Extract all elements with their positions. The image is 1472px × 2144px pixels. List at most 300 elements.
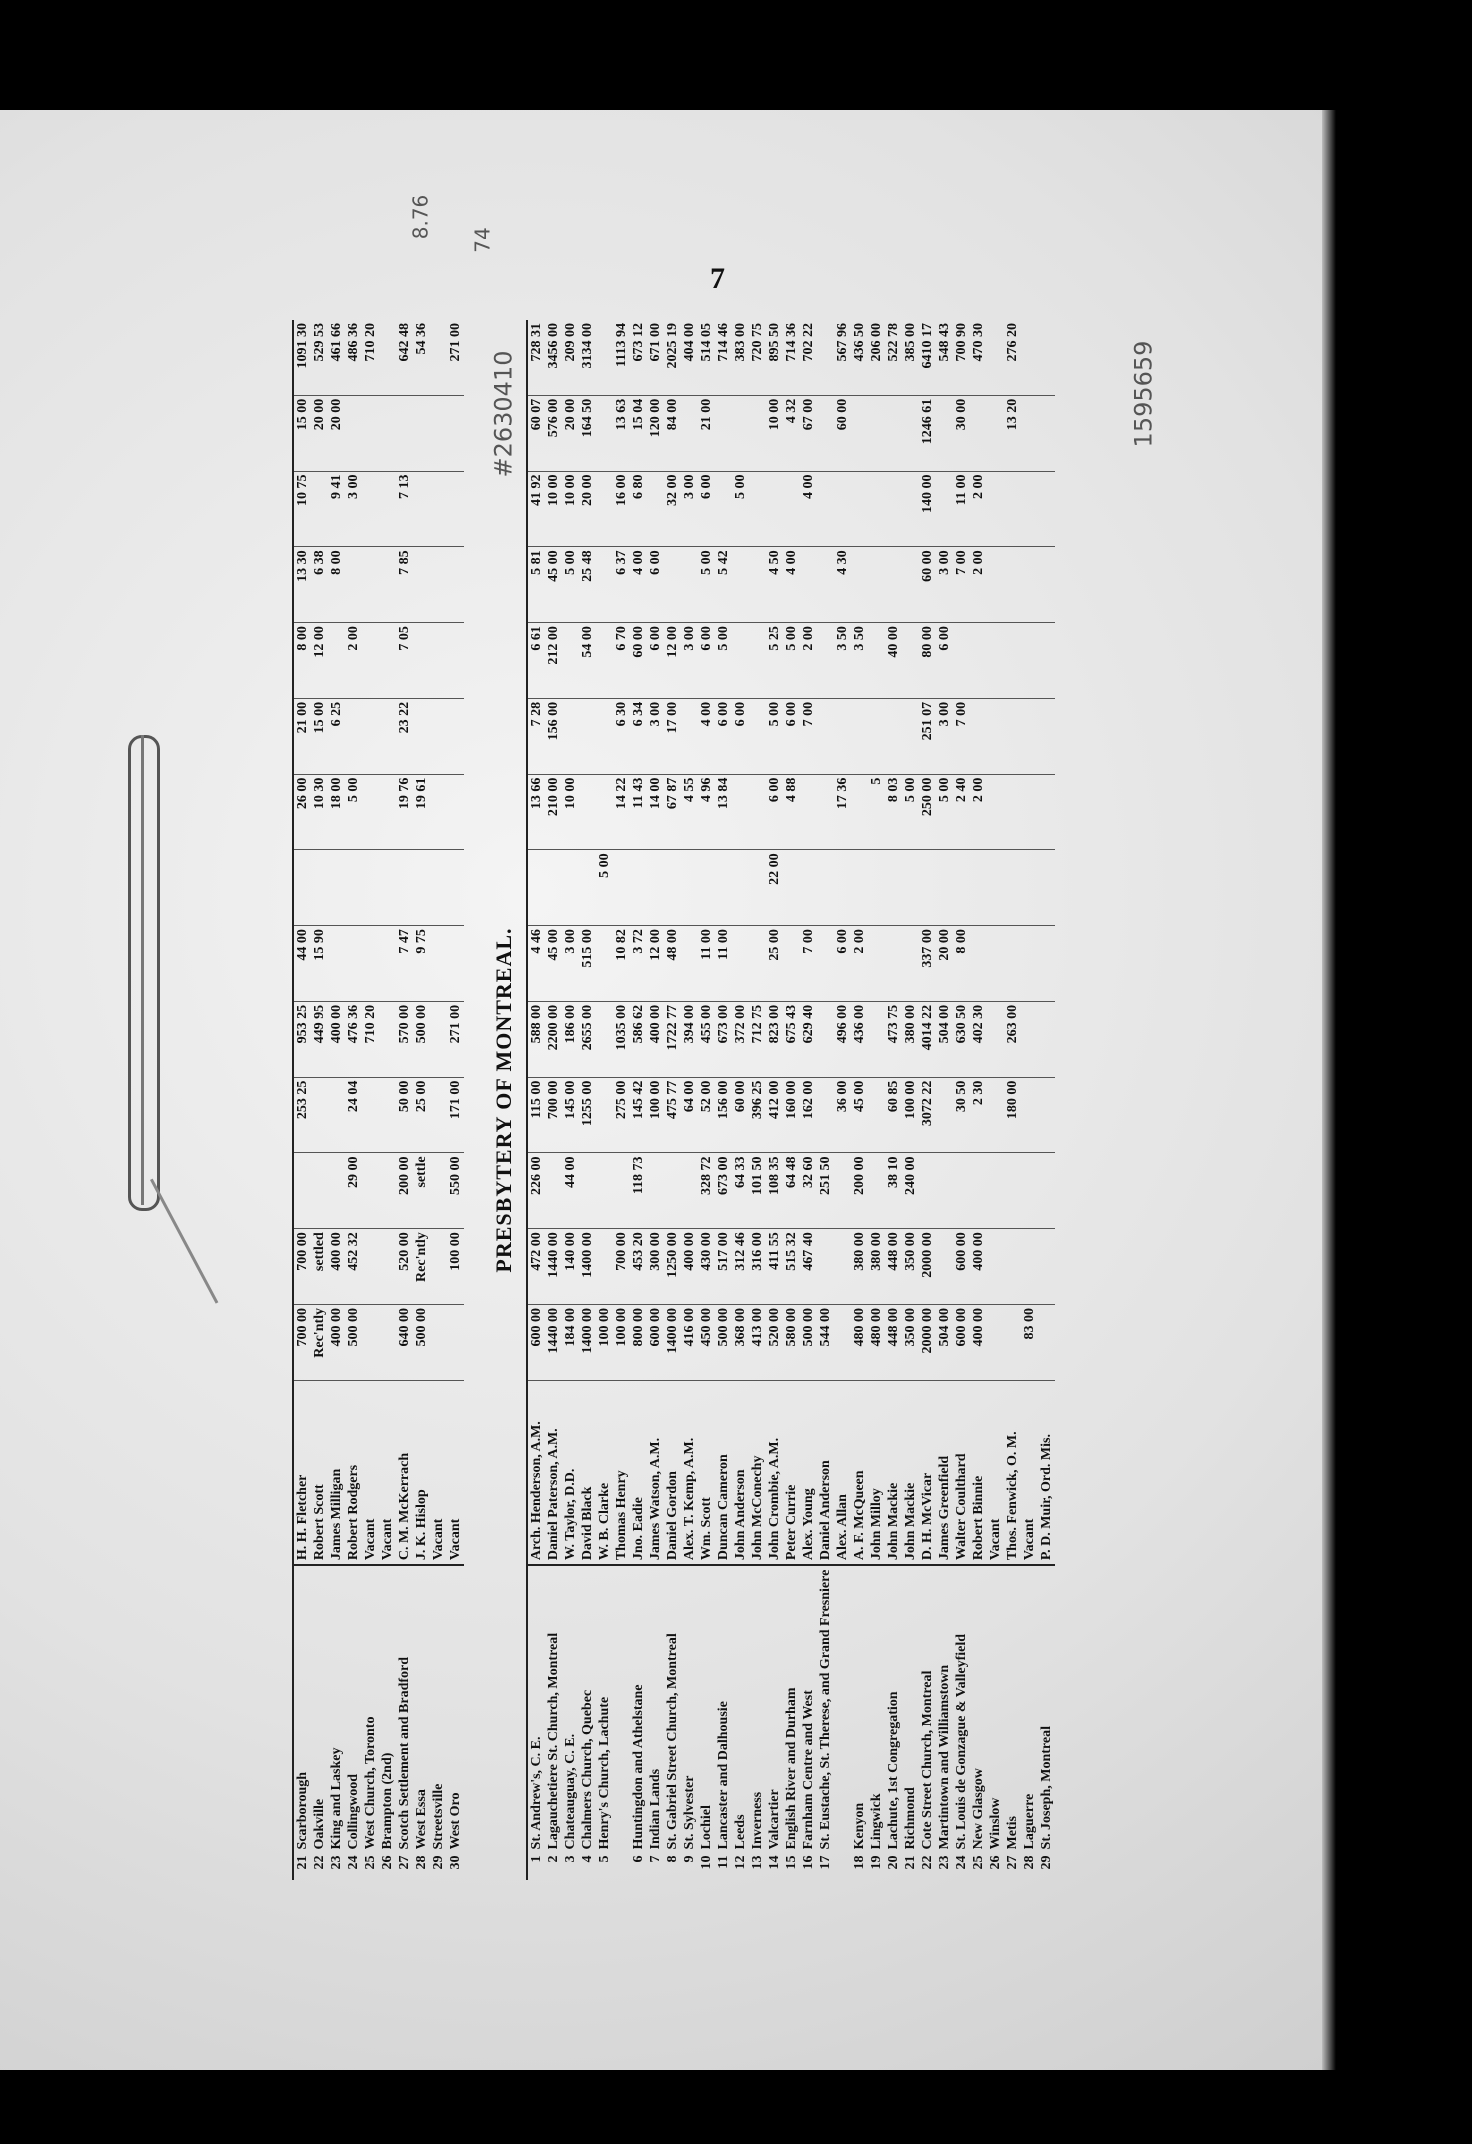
value-cell: 60 00 bbox=[919, 547, 936, 623]
value-cell: 9 75 bbox=[413, 926, 430, 1002]
value-cell: 394 00 bbox=[681, 1002, 698, 1078]
minister-name: H. H. Fletcher bbox=[294, 1381, 311, 1566]
value-cell bbox=[362, 1078, 379, 1154]
congregation-name: Scotch Settlement and Bradford bbox=[397, 1656, 412, 1850]
table-row bbox=[851, 320, 868, 1880]
minister-name: C. M. McKerrach bbox=[396, 1381, 413, 1566]
value-cell: 400 00 bbox=[328, 1305, 345, 1381]
value-cell: 300 00 bbox=[647, 1229, 664, 1305]
value-cell bbox=[851, 775, 868, 851]
value-cell bbox=[345, 547, 362, 623]
table-row bbox=[868, 320, 885, 1880]
row-number: 29 bbox=[1039, 1855, 1054, 1870]
value-cell bbox=[919, 850, 936, 926]
table-row bbox=[413, 320, 430, 1880]
value-cell bbox=[970, 396, 987, 472]
value-cell: 15 00 bbox=[311, 699, 328, 775]
value-cell bbox=[817, 1229, 834, 1305]
value-cell: 476 36 bbox=[345, 1002, 362, 1078]
row-number bbox=[834, 1849, 851, 1880]
value-cell: 60 07 bbox=[528, 396, 545, 472]
value-cell bbox=[749, 850, 766, 926]
value-cell: 500 00 bbox=[413, 1305, 430, 1381]
upper-section bbox=[292, 320, 464, 1880]
table-row bbox=[732, 320, 749, 1880]
value-cell: 253 25 bbox=[294, 1078, 311, 1154]
value-cell: 45 00 bbox=[545, 926, 562, 1002]
value-cell bbox=[902, 396, 919, 472]
value-cell bbox=[732, 775, 749, 851]
value-cell bbox=[430, 1002, 447, 1078]
value-cell: 452 32 bbox=[345, 1229, 362, 1305]
value-cell: 500 00 bbox=[345, 1305, 362, 1381]
value-cell: 6 00 bbox=[698, 623, 715, 699]
value-cell: 240 00 bbox=[902, 1153, 919, 1229]
value-cell: 41 92 bbox=[528, 472, 545, 548]
value-cell: 209 00 bbox=[562, 320, 579, 396]
value-cell: 24 04 bbox=[345, 1078, 362, 1154]
value-cell bbox=[987, 850, 1004, 926]
value-cell bbox=[1038, 775, 1055, 851]
table-row bbox=[311, 320, 328, 1880]
value-cell: 48 00 bbox=[664, 926, 681, 1002]
value-cell: 600 00 bbox=[528, 1305, 545, 1381]
row-number: 20 bbox=[886, 1855, 901, 1870]
value-cell: 1035 00 bbox=[613, 1002, 630, 1078]
value-cell: 396 25 bbox=[749, 1078, 766, 1154]
row-number: 30 bbox=[448, 1855, 463, 1870]
value-cell: 44 00 bbox=[294, 926, 311, 1002]
value-cell: 700 00 bbox=[613, 1229, 630, 1305]
value-cell bbox=[817, 623, 834, 699]
value-cell: 186 00 bbox=[562, 1002, 579, 1078]
minister-name: Vacant bbox=[1021, 1381, 1038, 1566]
value-cell: 710 20 bbox=[362, 320, 379, 396]
value-cell: 570 00 bbox=[396, 1002, 413, 1078]
value-cell: 22 00 bbox=[766, 850, 783, 926]
value-cell: 1113 94 bbox=[613, 320, 630, 396]
value-cell bbox=[647, 1153, 664, 1229]
value-cell: 25 00 bbox=[413, 1078, 430, 1154]
value-cell bbox=[987, 1305, 1004, 1381]
value-cell: 517 00 bbox=[715, 1229, 732, 1305]
value-cell bbox=[379, 1305, 396, 1381]
value-cell bbox=[328, 850, 345, 926]
value-cell: 675 43 bbox=[783, 1002, 800, 1078]
value-cell: 600 00 bbox=[953, 1229, 970, 1305]
value-cell: 10 75 bbox=[294, 472, 311, 548]
value-cell bbox=[681, 547, 698, 623]
row-number: 28 bbox=[414, 1855, 429, 1870]
value-cell: 529 53 bbox=[311, 320, 328, 396]
value-cell bbox=[430, 775, 447, 851]
congregation-name: Scarborough bbox=[295, 1771, 310, 1850]
value-cell bbox=[430, 926, 447, 1002]
value-cell bbox=[447, 1305, 464, 1381]
value-cell bbox=[379, 320, 396, 396]
value-cell bbox=[817, 472, 834, 548]
value-cell bbox=[379, 1002, 396, 1078]
congregation-name: Lachute, 1st Congregation bbox=[886, 1691, 901, 1850]
value-cell: 600 00 bbox=[953, 1305, 970, 1381]
value-cell bbox=[715, 472, 732, 548]
value-cell bbox=[749, 472, 766, 548]
value-cell bbox=[902, 926, 919, 1002]
value-cell: 700 90 bbox=[953, 320, 970, 396]
value-cell bbox=[647, 472, 664, 548]
value-cell bbox=[596, 472, 613, 548]
value-cell: 10 30 bbox=[311, 775, 328, 851]
statistics-table-frame bbox=[292, 320, 1302, 1880]
value-cell: 7 00 bbox=[800, 699, 817, 775]
value-cell: 700 00 bbox=[294, 1305, 311, 1381]
table-row bbox=[766, 320, 783, 1880]
value-cell: Rec'ntly bbox=[311, 1305, 328, 1381]
value-cell: 1440 00 bbox=[545, 1229, 562, 1305]
value-cell: 140 00 bbox=[562, 1229, 579, 1305]
value-cell: 6 80 bbox=[630, 472, 647, 548]
value-cell: 2 00 bbox=[345, 623, 362, 699]
value-cell bbox=[430, 1305, 447, 1381]
value-cell bbox=[783, 472, 800, 548]
value-cell: 6 00 bbox=[834, 926, 851, 1002]
value-cell: 480 00 bbox=[868, 1305, 885, 1381]
value-cell bbox=[664, 1153, 681, 1229]
value-cell: 23 22 bbox=[396, 699, 413, 775]
value-cell bbox=[715, 850, 732, 926]
value-cell bbox=[851, 396, 868, 472]
value-cell: 449 95 bbox=[311, 1002, 328, 1078]
value-cell bbox=[447, 547, 464, 623]
value-cell bbox=[987, 320, 1004, 396]
congregation-name: Richmond bbox=[903, 1787, 918, 1850]
value-cell: 271 00 bbox=[447, 1002, 464, 1078]
row-number: 6 bbox=[631, 1855, 646, 1863]
value-cell bbox=[362, 850, 379, 926]
value-cell bbox=[1021, 1078, 1038, 1154]
congregation-name: Brampton (2nd) bbox=[380, 1752, 395, 1850]
congregation-name: Chalmers Church, Quebec bbox=[580, 1689, 595, 1850]
value-cell: 275 00 bbox=[613, 1078, 630, 1154]
value-cell bbox=[749, 547, 766, 623]
value-cell bbox=[413, 850, 430, 926]
value-cell bbox=[834, 1229, 851, 1305]
value-cell: 4014 22 bbox=[919, 1002, 936, 1078]
row-number: 28 bbox=[1022, 1855, 1037, 1870]
handwritten-note: 74 bbox=[470, 227, 495, 253]
row-number: 7 bbox=[648, 1855, 663, 1863]
congregation-name: St. Joseph, Montreal bbox=[1039, 1726, 1054, 1850]
minister-name: Vacant bbox=[447, 1381, 464, 1566]
table-row bbox=[447, 320, 464, 1880]
value-cell: 380 00 bbox=[902, 1002, 919, 1078]
value-cell: 12 00 bbox=[311, 623, 328, 699]
value-cell bbox=[987, 699, 1004, 775]
value-cell: 3072 22 bbox=[919, 1078, 936, 1154]
value-cell: 200 00 bbox=[396, 1153, 413, 1229]
value-cell bbox=[362, 1305, 379, 1381]
table-row bbox=[715, 320, 732, 1880]
value-cell: 629 40 bbox=[800, 1002, 817, 1078]
value-cell bbox=[362, 623, 379, 699]
value-cell bbox=[430, 1078, 447, 1154]
value-cell bbox=[902, 547, 919, 623]
value-cell: 600 00 bbox=[647, 1305, 664, 1381]
value-cell bbox=[1004, 1153, 1021, 1229]
value-cell bbox=[987, 547, 1004, 623]
value-cell: 953 25 bbox=[294, 1002, 311, 1078]
value-cell bbox=[970, 699, 987, 775]
row-number: 13 bbox=[750, 1855, 765, 1870]
value-cell bbox=[413, 396, 430, 472]
value-cell: 522 78 bbox=[885, 320, 902, 396]
minister-name: Daniel Gordon bbox=[664, 1381, 681, 1566]
value-cell bbox=[885, 926, 902, 1002]
row-number: 27 bbox=[397, 1855, 412, 1870]
value-cell: 714 46 bbox=[715, 320, 732, 396]
minister-name: A. F. McQueen bbox=[851, 1381, 868, 1566]
value-cell bbox=[749, 775, 766, 851]
row-number: 1 bbox=[529, 1855, 544, 1863]
value-cell: 400 00 bbox=[681, 1229, 698, 1305]
value-cell bbox=[1004, 1305, 1021, 1381]
value-cell bbox=[715, 396, 732, 472]
row-number: 25 bbox=[971, 1855, 986, 1870]
value-cell bbox=[936, 472, 953, 548]
minister-name: Vacant bbox=[362, 1381, 379, 1566]
value-cell: 13 30 bbox=[294, 547, 311, 623]
value-cell bbox=[698, 850, 715, 926]
value-cell bbox=[851, 850, 868, 926]
value-cell bbox=[732, 850, 749, 926]
value-cell: 380 00 bbox=[851, 1229, 868, 1305]
value-cell bbox=[749, 623, 766, 699]
value-cell: 45 00 bbox=[545, 547, 562, 623]
value-cell bbox=[1038, 699, 1055, 775]
value-cell: 5 00 bbox=[698, 547, 715, 623]
value-cell: settled bbox=[311, 1229, 328, 1305]
minister-name: Walter Coulthard bbox=[953, 1381, 970, 1566]
value-cell: 19 76 bbox=[396, 775, 413, 851]
value-cell: 1400 00 bbox=[579, 1229, 596, 1305]
value-cell bbox=[902, 472, 919, 548]
value-cell: 60 00 bbox=[834, 396, 851, 472]
row-number: 5 bbox=[597, 1855, 612, 1863]
value-cell bbox=[430, 547, 447, 623]
value-cell: 100 00 bbox=[447, 1229, 464, 1305]
congregation-name: Kenyon bbox=[852, 1802, 867, 1850]
minister-name: W. B. Clarke bbox=[596, 1381, 613, 1566]
value-cell: 642 48 bbox=[396, 320, 413, 396]
value-cell: 3 00 bbox=[647, 699, 664, 775]
value-cell: 400 00 bbox=[328, 1229, 345, 1305]
value-cell: 84 00 bbox=[664, 396, 681, 472]
row-number: 18 bbox=[852, 1855, 867, 1870]
value-cell: 210 00 bbox=[545, 775, 562, 851]
value-cell: 5 00 bbox=[562, 547, 579, 623]
row-number: 15 bbox=[784, 1855, 799, 1870]
table-row bbox=[970, 320, 987, 1880]
value-cell bbox=[885, 850, 902, 926]
value-cell: 13 66 bbox=[528, 775, 545, 851]
minister-name: Robert Binnie bbox=[970, 1381, 987, 1566]
value-cell: 1091 30 bbox=[294, 320, 311, 396]
minister-name: John Crombie, A.M. bbox=[766, 1381, 783, 1566]
minister-name: Peter Currie bbox=[783, 1381, 800, 1566]
value-cell bbox=[1038, 850, 1055, 926]
value-cell: 6 00 bbox=[766, 775, 783, 851]
minister-name: John McConechy bbox=[749, 1381, 766, 1566]
value-cell: 5 00 bbox=[936, 775, 953, 851]
congregation-name: Valcartier bbox=[767, 1789, 782, 1850]
value-cell bbox=[868, 623, 885, 699]
value-cell: 500 00 bbox=[800, 1305, 817, 1381]
row-number: 19 bbox=[869, 1855, 884, 1870]
value-cell: 486 36 bbox=[345, 320, 362, 396]
value-cell: 29 00 bbox=[345, 1153, 362, 1229]
value-cell bbox=[987, 396, 1004, 472]
value-cell bbox=[294, 1153, 311, 1229]
table-row bbox=[430, 320, 447, 1880]
value-cell: 54 36 bbox=[413, 320, 430, 396]
value-cell bbox=[413, 623, 430, 699]
lower-section bbox=[526, 320, 1055, 1880]
value-cell: 11 43 bbox=[630, 775, 647, 851]
table-row bbox=[596, 320, 613, 1880]
value-cell: 1255 00 bbox=[579, 1078, 596, 1154]
congregation-name: Streetsville bbox=[431, 1783, 446, 1850]
value-cell bbox=[328, 623, 345, 699]
value-cell bbox=[545, 1153, 562, 1229]
value-cell: 156 00 bbox=[545, 699, 562, 775]
minister-name: James Greenfield bbox=[936, 1381, 953, 1566]
value-cell bbox=[311, 472, 328, 548]
value-cell: 800 00 bbox=[630, 1305, 647, 1381]
value-cell bbox=[987, 472, 1004, 548]
value-cell bbox=[868, 472, 885, 548]
value-cell: 2000 00 bbox=[919, 1229, 936, 1305]
row-number: 22 bbox=[920, 1855, 935, 1870]
value-cell bbox=[834, 472, 851, 548]
value-cell: 14 22 bbox=[613, 775, 630, 851]
row-number: 9 bbox=[682, 1855, 697, 1863]
congregation-name: Winslow bbox=[988, 1797, 1003, 1850]
value-cell: 2 00 bbox=[970, 472, 987, 548]
value-cell bbox=[362, 699, 379, 775]
value-cell bbox=[430, 699, 447, 775]
value-cell bbox=[664, 850, 681, 926]
value-cell bbox=[345, 699, 362, 775]
value-cell: 3 00 bbox=[345, 472, 362, 548]
value-cell: 4 00 bbox=[800, 472, 817, 548]
value-cell: 67 87 bbox=[664, 775, 681, 851]
value-cell bbox=[379, 1153, 396, 1229]
minister-name: Daniel Paterson, A.M. bbox=[545, 1381, 562, 1566]
value-cell: 250 00 bbox=[919, 775, 936, 851]
value-cell: 8 03 bbox=[885, 775, 902, 851]
value-cell: 6 30 bbox=[613, 699, 630, 775]
table-row bbox=[528, 320, 545, 1880]
value-cell: 10 82 bbox=[613, 926, 630, 1002]
value-cell bbox=[596, 1002, 613, 1078]
congregation-name: St. Sylvester bbox=[682, 1775, 697, 1850]
value-cell bbox=[817, 1078, 834, 1154]
value-cell bbox=[1038, 1078, 1055, 1154]
value-cell bbox=[834, 850, 851, 926]
value-cell: 40 00 bbox=[885, 623, 902, 699]
value-cell bbox=[311, 1153, 328, 1229]
row-number: 26 bbox=[988, 1855, 1003, 1870]
value-cell: 712 75 bbox=[749, 1002, 766, 1078]
value-cell: 430 00 bbox=[698, 1229, 715, 1305]
statistics-table bbox=[292, 320, 1302, 1880]
value-cell bbox=[596, 775, 613, 851]
value-cell: 13 63 bbox=[613, 396, 630, 472]
value-cell bbox=[749, 926, 766, 1002]
value-cell: 2 00 bbox=[800, 623, 817, 699]
value-cell: 263 00 bbox=[1004, 1002, 1021, 1078]
value-cell bbox=[783, 850, 800, 926]
table-row bbox=[545, 320, 562, 1880]
value-cell: 316 00 bbox=[749, 1229, 766, 1305]
value-cell: 4 00 bbox=[698, 699, 715, 775]
minister-name: D. H. McVicar bbox=[919, 1381, 936, 1566]
table-row bbox=[834, 320, 851, 1880]
table-row bbox=[362, 320, 379, 1880]
table-row bbox=[749, 320, 766, 1880]
congregation-name: New Glasgow bbox=[971, 1768, 986, 1850]
value-cell: 480 00 bbox=[851, 1305, 868, 1381]
table-row bbox=[902, 320, 919, 1880]
value-cell bbox=[613, 1153, 630, 1229]
value-cell: 83 00 bbox=[1021, 1305, 1038, 1381]
value-cell bbox=[1021, 472, 1038, 548]
table-row bbox=[800, 320, 817, 1880]
value-cell: 4 46 bbox=[528, 926, 545, 1002]
value-cell bbox=[885, 547, 902, 623]
value-cell bbox=[902, 699, 919, 775]
value-cell: 2000 00 bbox=[919, 1305, 936, 1381]
value-cell: 67 00 bbox=[800, 396, 817, 472]
table-row bbox=[1038, 320, 1055, 1880]
minister-name: John Mackie bbox=[902, 1381, 919, 1566]
value-cell: 515 32 bbox=[783, 1229, 800, 1305]
congregation-name: Chateauguay, C. E. bbox=[563, 1733, 578, 1850]
congregation-name: Lochiel bbox=[699, 1805, 714, 1850]
value-cell: 6 38 bbox=[311, 547, 328, 623]
value-cell bbox=[970, 1153, 987, 1229]
value-cell bbox=[562, 623, 579, 699]
table-row bbox=[953, 320, 970, 1880]
value-cell: 5 00 bbox=[732, 472, 749, 548]
value-cell: 30 00 bbox=[953, 396, 970, 472]
value-cell: 50 00 bbox=[396, 1078, 413, 1154]
value-cell: 3 72 bbox=[630, 926, 647, 1002]
value-cell: 60 00 bbox=[630, 623, 647, 699]
value-cell bbox=[294, 850, 311, 926]
value-cell: 673 00 bbox=[715, 1153, 732, 1229]
value-cell bbox=[345, 850, 362, 926]
congregation-name: St. Louis de Gonzague & Valleyfield bbox=[954, 1633, 969, 1850]
table-row bbox=[885, 320, 902, 1880]
value-cell: 8 00 bbox=[294, 623, 311, 699]
value-cell: 5 00 bbox=[596, 850, 613, 926]
congregation-name: St. Gabriel Street Church, Montreal bbox=[665, 1633, 680, 1850]
minister-name: Daniel Anderson bbox=[817, 1381, 834, 1566]
value-cell bbox=[1038, 320, 1055, 396]
row-number: 3 bbox=[563, 1855, 578, 1863]
row-number bbox=[613, 1849, 630, 1880]
